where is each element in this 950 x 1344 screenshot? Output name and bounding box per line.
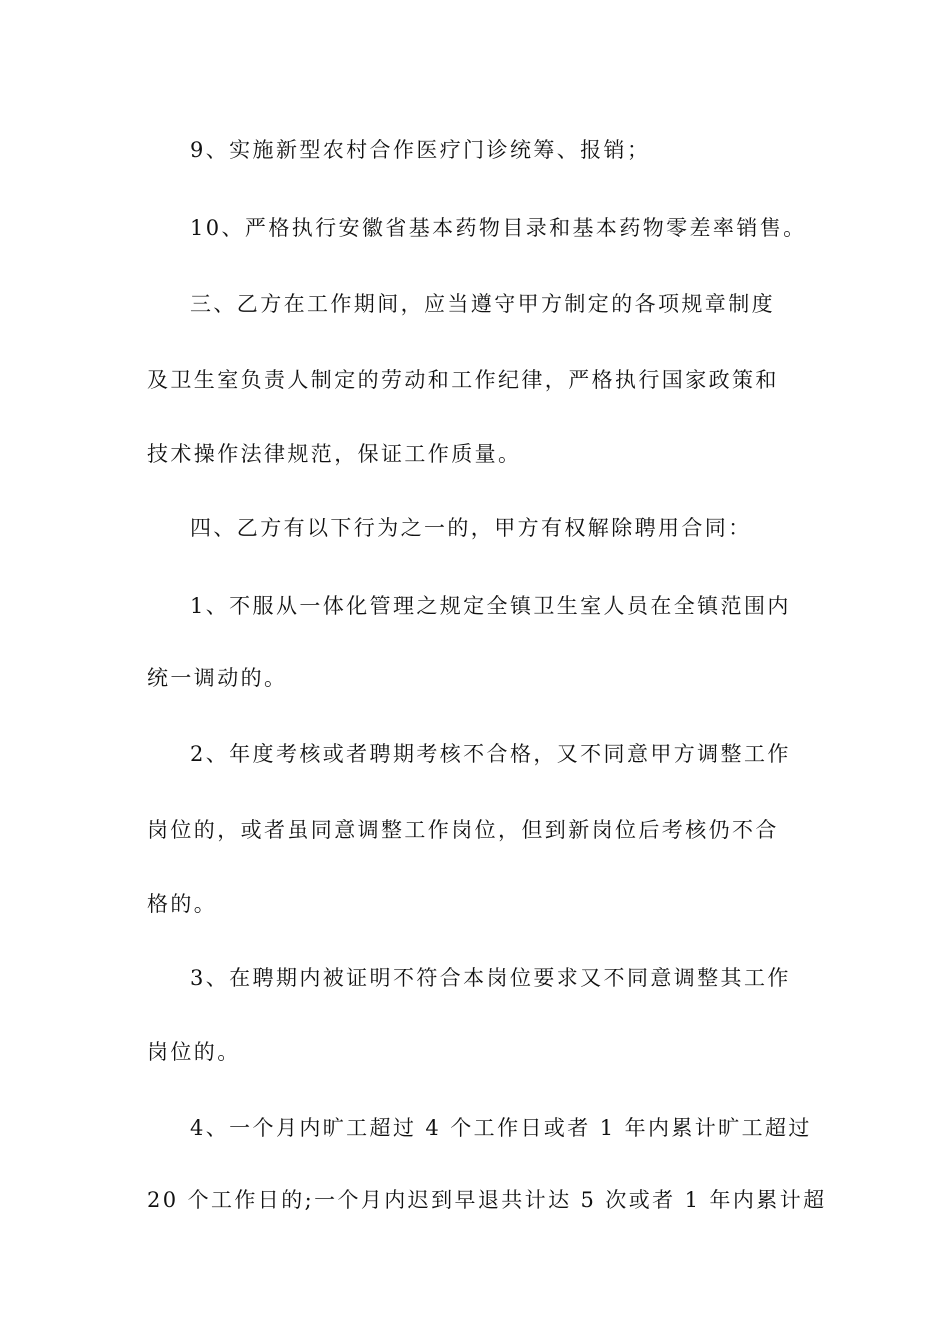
clause-4-item-1-line-2: 统一调动的。 xyxy=(147,666,288,690)
clause-3-line-2: 及卫生室负责人制定的劳动和工作纪律，严格执行国家政策和 xyxy=(147,368,779,392)
clause-3-line-3: 技术操作法律规范，保证工作质量。 xyxy=(147,442,522,466)
clause-4-heading: 四、乙方有以下行为之一的，甲方有权解除聘用合同： xyxy=(190,516,752,540)
clause-4-item-3-line-1: 3、在聘期内被证明不符合本岗位要求又不同意调整其工作 xyxy=(190,966,791,990)
clause-4-item-3-line-2: 岗位的。 xyxy=(147,1040,241,1064)
clause-4-item-2-line-1: 2、年度考核或者聘期考核不合格，又不同意甲方调整工作 xyxy=(190,742,791,766)
item-10-text: 10、严格执行安徽省基本药物目录和基本药物零差率销售。 xyxy=(190,216,807,240)
clause-4-item-4-line-1: 4、一个月内旷工超过 4 个工作日或者 1 年内累计旷工超过 xyxy=(190,1116,812,1140)
clause-4-item-2-line-2: 岗位的，或者虽同意调整工作岗位，但到新岗位后考核仍不合 xyxy=(147,818,779,842)
item-9-text: 9、实施新型农村合作医疗门诊统筹、报销； xyxy=(190,138,651,162)
clause-4-item-2-line-3: 格的。 xyxy=(147,892,218,916)
clause-3-line-1: 三、乙方在工作期间，应当遵守甲方制定的各项规章制度 xyxy=(190,292,775,316)
clause-4-item-4-line-2: 20 个工作日的;一个月内迟到早退共计达 5 次或者 1 年内累计超 xyxy=(147,1188,827,1212)
clause-4-item-1-line-1: 1、不服从一体化管理之规定全镇卫生室人员在全镇范围内 xyxy=(190,594,791,618)
